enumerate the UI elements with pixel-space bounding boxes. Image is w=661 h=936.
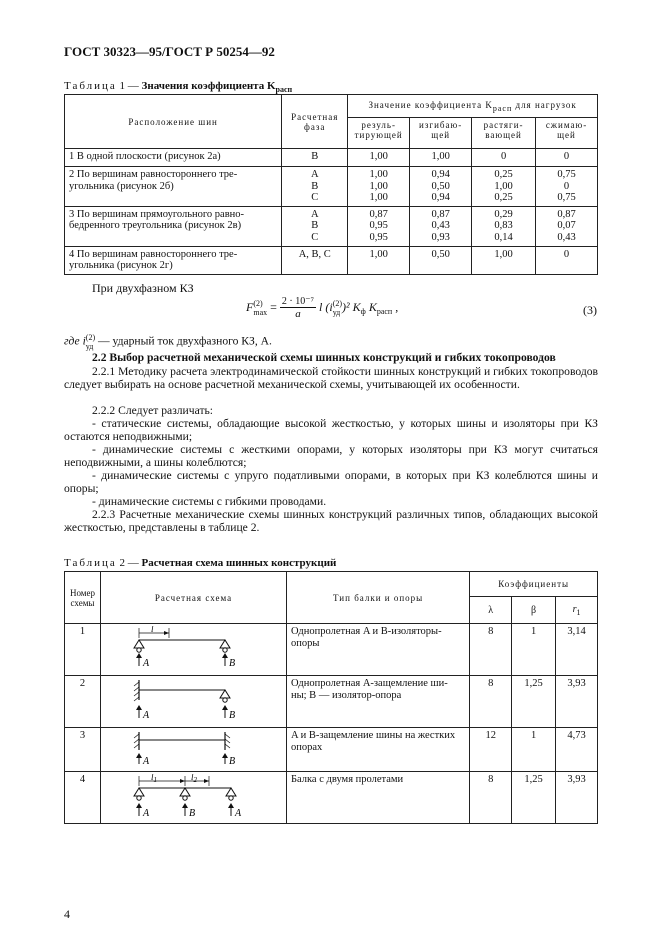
cell-line: 1,00 [369, 248, 388, 260]
cell-line: 0,50 [431, 248, 450, 260]
table2-header-lambda: λ [470, 597, 512, 624]
row-v4 [536, 167, 598, 207]
cell-line: С [311, 192, 319, 204]
list-item-flexible: - динамические системы с гибкими проводами. [92, 495, 327, 508]
table2-header-type: Тип балки и опоры [286, 572, 469, 624]
list-item-elastic: - динамические системы с упруго податливыми опорами, в которых при КЗ колеблются шины и опоры; [64, 469, 598, 496]
row-lambda: 8 [470, 676, 512, 728]
row-type [286, 624, 469, 676]
table1-subcol-tension [472, 118, 536, 149]
subcol-line: сжимаю- [545, 120, 588, 130]
span-1-label [151, 774, 157, 784]
cell-line: 0,87 [557, 208, 576, 220]
r-sub: 1 [576, 607, 581, 617]
row-phase [282, 246, 348, 274]
formula-comma: , [395, 299, 399, 314]
cell-line: 0,87 [369, 208, 388, 220]
cell-line: В [311, 220, 319, 232]
row-v2 [410, 167, 472, 207]
row-v2 [410, 246, 472, 274]
table1-subcol-bending [410, 118, 472, 149]
table-row [65, 676, 598, 728]
cell-line: 1,00 [369, 151, 388, 162]
formula-number: (3) [583, 303, 597, 317]
table1-header-location: Расположение шин [65, 95, 282, 149]
row-lambda: 12 [470, 728, 512, 772]
cell-line: 4 По вершинам равностороннего тре- [69, 248, 238, 260]
cell-line: 0,93 [431, 231, 450, 243]
span-1-symbol: l [150, 774, 154, 782]
row-lambda: 8 [470, 624, 512, 676]
span-2-symbol: l [190, 774, 194, 782]
row-beta: 1 [512, 624, 556, 676]
row-v1 [348, 246, 410, 274]
row-type [286, 676, 469, 728]
table1-caption-title: Значения коэффициента K [141, 80, 276, 92]
subcol-line: вающей [485, 130, 522, 140]
row-location [65, 149, 282, 167]
table1-subcol-resulting [348, 118, 410, 149]
scheme-1-cell [100, 624, 286, 676]
where-i: где i [64, 334, 86, 348]
table1-header-phase [282, 95, 348, 149]
row-r: 3,14 [556, 624, 598, 676]
table2-header-scheme: Расчетная схема [100, 572, 286, 624]
row-r: 4,73 [556, 728, 598, 772]
subcol-line: резуль- [361, 120, 397, 130]
support-a-label: A [142, 808, 150, 818]
cell-line: 1,00 [431, 151, 450, 162]
cell-line: 0,75 [557, 169, 576, 180]
type-line: Однопролетная A и B-изоляторы- [290, 626, 442, 637]
table-row [65, 149, 598, 167]
support-a-label: A [142, 756, 150, 766]
row-location [65, 167, 282, 207]
cell-line: 0,94 [431, 169, 450, 180]
type-line: A и B-защемление шины на жестких [290, 730, 456, 741]
where-tail: — ударный ток двухфазного КЗ, А. [98, 334, 272, 348]
table-row [65, 167, 598, 207]
row-type [286, 772, 469, 824]
subcol-line: растяги- [483, 120, 524, 130]
row-lambda: 8 [470, 772, 512, 824]
formula-fraction [280, 296, 316, 320]
table1-subcol-compression [536, 118, 598, 149]
formula-k2: K [368, 299, 377, 314]
table1 [64, 94, 598, 275]
cell-line: 0,83 [494, 220, 513, 232]
scheme-4-diagram [105, 774, 281, 818]
table-row [65, 206, 598, 246]
row-v4 [536, 246, 598, 274]
support-a-label: A [142, 710, 150, 721]
row-v1 [348, 149, 410, 167]
row-num: 3 [65, 728, 101, 772]
table1-caption-prefix: Таблица [64, 80, 117, 92]
cell-line: 1,00 [494, 180, 513, 192]
cell-line: 3 По вершинам прямоугольного равно- [69, 208, 245, 220]
row-beta: 1,25 [512, 676, 556, 728]
cell-line: 0,07 [557, 220, 576, 232]
row-v3 [472, 167, 536, 207]
row-v3 [472, 149, 536, 167]
cell-line: 0,43 [431, 220, 450, 232]
table2-header-r [556, 597, 598, 624]
support-b-label: B [228, 756, 236, 766]
table2-caption-title: Расчетная схема шинных конструкций [141, 557, 337, 569]
scheme-1-diagram [105, 626, 281, 670]
cell-line: 0 [500, 151, 507, 162]
subcol-line: щей [431, 130, 451, 140]
formula-body-sub: уд [332, 308, 341, 317]
cell-line: 0,25 [494, 169, 513, 180]
row-v2 [410, 206, 472, 246]
subcol-line: щей [557, 130, 576, 140]
row-r: 3,93 [556, 772, 598, 824]
cell-line: бедренного треугольника (рисунок 2в) [69, 220, 242, 232]
paragraph-2-2-3: 2.2.3 Расчетные механические схемы шинных конструкций различных типов, обладающих высокой жесткостью, представлены в таблице 2. [64, 508, 598, 535]
cell-line: 1,00 [369, 192, 388, 204]
scheme-4-cell [100, 772, 286, 824]
cell-line: угольника (рисунок 2б) [69, 180, 174, 192]
formula-lhs-sub: max [253, 308, 268, 317]
table2-caption-num: 2 — [119, 557, 139, 569]
formula-lhs-sup: (2) [253, 299, 263, 308]
subcol-line: изгибаю- [419, 120, 463, 130]
scheme-2-diagram [105, 678, 281, 722]
row-num: 1 [65, 624, 101, 676]
table1-header-group [348, 95, 598, 118]
cell-line: 0,95 [369, 220, 388, 232]
table1-header-phase-line1: Расчетная [291, 111, 339, 122]
header-line: Номер [69, 587, 95, 598]
row-phase [282, 149, 348, 167]
table1-caption-num: 1 — [119, 80, 139, 92]
cell-line: А [310, 169, 319, 180]
row-v1 [348, 167, 410, 207]
span-1-sub: 1 [153, 776, 157, 784]
scheme-2-cell [100, 676, 286, 728]
formula-lhs: F [246, 299, 254, 314]
row-beta: 1 [512, 728, 556, 772]
table2 [64, 571, 598, 824]
where-sup: (2) [85, 333, 96, 342]
formula-where [64, 333, 272, 351]
cell-line: 1,00 [369, 180, 388, 192]
row-num: 2 [65, 676, 101, 728]
formula-kf-sub: ф [360, 307, 366, 317]
row-v3 [472, 206, 536, 246]
cell-line: 0,43 [557, 231, 576, 243]
cell-line: угольника (рисунок 2г) [69, 260, 173, 272]
row-location [65, 246, 282, 274]
support-b-label: B [188, 808, 196, 818]
table2-caption-prefix: Таблица [64, 557, 117, 569]
support-a-label: A [234, 808, 242, 818]
page-number: 4 [64, 907, 70, 921]
subcol-line: тирующей [354, 130, 403, 140]
support-a-label: A [142, 658, 150, 669]
paragraph-2-2-2: 2.2.2 Следует различать: [92, 404, 214, 417]
table1-caption-sub: расп [275, 85, 293, 95]
type-line: ны; B — изолятор-опора [290, 689, 402, 701]
table-row [65, 772, 598, 824]
table1-header-group-tail: для нагрузок [515, 99, 577, 110]
type-line: Балка с двумя пролетами [290, 774, 404, 785]
scheme-3-diagram [105, 730, 281, 766]
table2-header-num [65, 572, 101, 624]
cell-line: В [311, 180, 319, 192]
row-beta: 1,25 [512, 772, 556, 824]
cell-line: 0,95 [369, 231, 388, 243]
table2-caption [64, 557, 336, 569]
r-symbol: r [572, 603, 577, 615]
row-v4 [536, 206, 598, 246]
cell-line: 0 [563, 248, 570, 260]
table2-header-coef: Коэффициенты [470, 572, 598, 597]
cell-line: А, В, С [298, 248, 331, 260]
formula-eq: = [270, 299, 277, 314]
cell-line: 0 [563, 151, 570, 162]
cell-line: 1,00 [494, 248, 513, 260]
row-type [286, 728, 469, 772]
row-v2 [410, 149, 472, 167]
cell-line: В [311, 151, 319, 162]
table1-caption [64, 80, 292, 94]
formula-body-sup: (2) [332, 299, 343, 308]
type-line: Однопролетная A-защемление ши- [290, 678, 448, 689]
cell-line: 1 В одной плоскости (рисунок 2а) [69, 151, 221, 162]
formula-body: l (i [319, 299, 333, 314]
row-v4 [536, 149, 598, 167]
type-line: опоры [290, 637, 320, 649]
formula-k2-sub: расп [376, 307, 393, 317]
support-b-label: B [228, 658, 236, 669]
table1-header-group-text: Значение коэффициента K [368, 99, 493, 110]
list-item-rigid: - динамические системы с жесткими опорами, у которых изоляторы при КЗ могут считаться неподвижными, а шины колеблются; [64, 443, 598, 470]
paragraph-2-2-1: 2.2.1 Методику расчета электродинамической стойкости шинных конструкций и гибких токопроводов следует выбирать на основе расчетной механической схемы, учитывающей их особенности. [64, 365, 598, 392]
cell-line: 0,87 [431, 208, 450, 220]
formula-body-tail: )² K [342, 299, 361, 314]
table-row [65, 246, 598, 274]
formula-den: a [295, 308, 301, 320]
span-2-sub: 2 [193, 776, 197, 784]
span-2-label [191, 774, 198, 784]
document-header: ГОСТ 30323—95/ГОСТ Р 50254—92 [64, 44, 275, 59]
where-sub: уд [85, 342, 94, 351]
cell-line: 0,25 [494, 192, 513, 204]
row-v3 [472, 246, 536, 274]
cell-line: 0,94 [431, 192, 450, 204]
cell-line: 0 [563, 180, 570, 192]
table1-header-group-sub: расп [492, 103, 513, 113]
row-phase [282, 206, 348, 246]
formula-intro: При двухфазном КЗ [92, 281, 194, 295]
support-b-label: B [228, 710, 236, 721]
cell-line: С [311, 231, 319, 243]
row-phase [282, 167, 348, 207]
formula-num: 2 · 10⁻⁷ [281, 296, 315, 307]
row-num: 4 [65, 772, 101, 824]
row-r: 3,93 [556, 676, 598, 728]
formula-3 [246, 296, 398, 320]
span-length-label: l [150, 626, 154, 634]
scheme-3-cell [100, 728, 286, 772]
row-v1 [348, 206, 410, 246]
section-title: 2.2 Выбор расчетной механической схемы шинных конструкций и гибких токопроводов [92, 351, 556, 364]
list-item-static: - статические системы, обладающие высокой жесткостью, у которых шины и изоляторы при КЗ остаются неподвижными; [64, 417, 598, 444]
cell-line: 1,00 [369, 169, 388, 180]
table-row [65, 728, 598, 772]
cell-line: 0,50 [431, 180, 450, 192]
table1-header-phase-line2: фаза [304, 121, 326, 132]
cell-line: А [310, 208, 319, 220]
cell-line: 0,14 [494, 231, 513, 243]
cell-line: 2 По вершинам равностороннего тре- [69, 169, 238, 180]
table2-header-beta: β [512, 597, 556, 624]
type-line: опорах [290, 741, 323, 753]
table-row [65, 624, 598, 676]
header-line: схемы [70, 597, 95, 608]
cell-line: 0,29 [494, 208, 513, 220]
cell-line: 0,75 [557, 192, 576, 204]
row-location [65, 206, 282, 246]
